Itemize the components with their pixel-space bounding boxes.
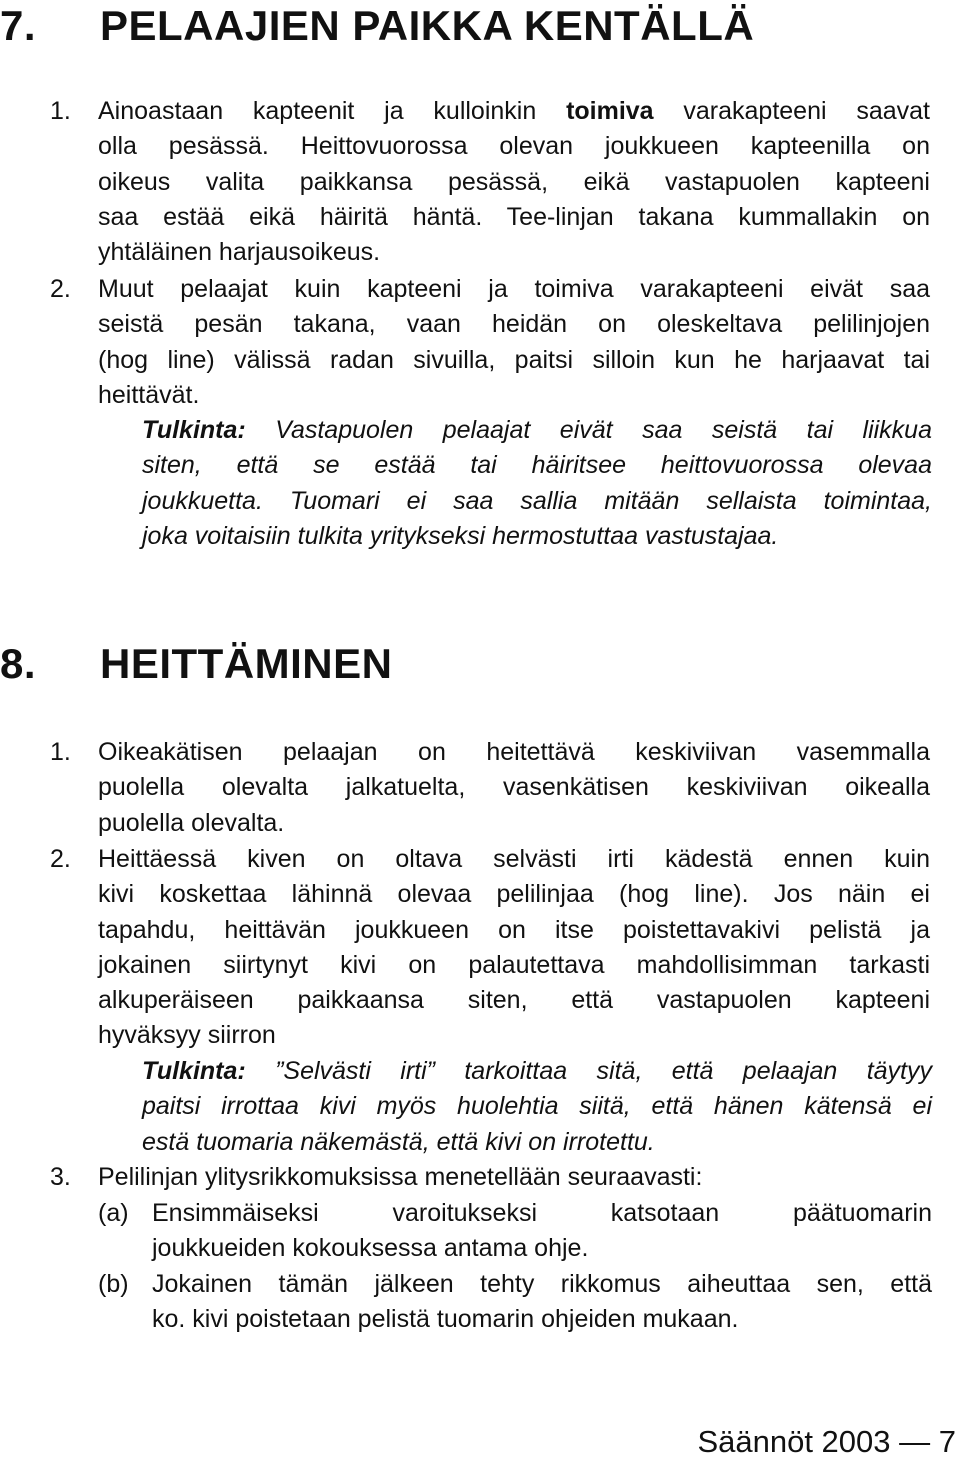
subitem-label: (b) xyxy=(98,1270,129,1298)
item-line: hyväksyy siirron xyxy=(98,1021,276,1050)
interpretation-8-2 xyxy=(142,1054,932,1160)
item-number: 1. xyxy=(50,738,71,766)
interpretation-line: estä tuomaria näkemästä, että kivi on irrotettu. xyxy=(142,1127,655,1156)
item-line: jokainen siirtynyt kivi on palautettava mahdollisimman tarkasti xyxy=(98,950,930,979)
item-line: heittävät. xyxy=(98,380,200,409)
item-line: Ainoastaan kapteenit ja kulloinkin toimiva varakapteeni saavat xyxy=(98,97,931,125)
interpretation-label: Tulkinta: xyxy=(142,416,246,444)
item-number: 1. xyxy=(50,97,71,125)
subitem-line: Ensimmäiseksi varoitukseksi katsotaan päätuomarin xyxy=(152,1199,932,1227)
item-number: 3. xyxy=(50,1163,71,1191)
item-line: tapahdu, heittävän joukkueen on itse poistettavakivi pelistä ja xyxy=(98,915,930,944)
item-line: yhtäläinen harjausoikeus. xyxy=(98,238,381,267)
item-line: kivi koskettaa lähinnä olevaa pelilinjaa (hog line). Jos näin ei xyxy=(98,880,930,909)
item-line: alkuperäiseen paikkaansa siten, että vastapuolen kapteeni xyxy=(98,986,930,1015)
item-line: Oikeakätisen pelaajan on heitettävä keskiviivan vasemmalla xyxy=(98,738,930,766)
section-heading-8 xyxy=(0,640,393,688)
subitem-line: Jokainen tämän jälkeen tehty rikkomus aiheuttaa sen, että xyxy=(152,1270,932,1298)
item-line: puolella olevalta jalkatuelta, vasenkätisen keskiviivan oikealla xyxy=(98,773,930,802)
rule-item-8-1 xyxy=(50,735,930,841)
section-title: PELAAJIEN PAIKKA KENTÄLLÄ xyxy=(100,2,755,49)
interpretation-line: joka voitaisiin tulkita yritykseksi hermostuttaa vastustajaa. xyxy=(142,521,779,550)
item-number: 2. xyxy=(50,275,71,303)
interpretation-line: Tulkinta: ”Selvästi irti” tarkoittaa sitä, että pelaajan täytyy xyxy=(142,1057,932,1085)
interpretation-line: Tulkinta: Vastapuolen pelaajat eivät saa seistä tai liikkua xyxy=(142,416,932,444)
rule-item-8-3 xyxy=(50,1160,930,1195)
item-number: 2. xyxy=(50,845,71,873)
item-line: saa estää eikä häiritä häntä. Tee-linjan takana kummallakin on xyxy=(98,202,930,231)
item-line: seistä pesän takana, vaan heidän on oleskeltava pelilinjojen xyxy=(98,310,930,339)
item-line: Muut pelaajat kuin kapteeni ja toimiva varakapteeni eivät saa xyxy=(98,275,930,303)
subitem-label: (a) xyxy=(98,1199,129,1227)
item-line: Heittäessä kiven on oltava selvästi irti kädestä ennen kuin xyxy=(98,845,930,873)
section-title: HEITTÄMINEN xyxy=(100,640,393,687)
interpretation-line: paitsi irrottaa kivi myös huolehtia siitä, että hänen kätensä ei xyxy=(142,1092,932,1121)
item-line: olla pesässä. Heittovuorossa olevan joukkueen kapteenilla on xyxy=(98,132,930,161)
subitem-a xyxy=(98,1196,932,1267)
interpretation-line: joukkuetta. Tuomari ei saa sallia mitään sellaista toimintaa, xyxy=(142,486,932,515)
subitem-b xyxy=(98,1267,932,1338)
bold-term: toimiva xyxy=(566,97,654,125)
item-line: puolella olevalta. xyxy=(98,808,285,837)
section-number: 8. xyxy=(0,640,37,687)
item-line: oikeus valita paikkansa pesässä, eikä vastapuolen kapteeni xyxy=(98,167,930,196)
interpretation-7-2 xyxy=(142,413,932,554)
interpretation-line: siten, että se estää tai häiritsee heittovuorossa olevaa xyxy=(142,451,932,480)
item-line: Pelilinjan ylitysrikkomuksissa menetellään seuraavasti: xyxy=(98,1163,703,1191)
section-heading-7 xyxy=(0,2,754,50)
rule-item-8-2 xyxy=(50,842,930,1054)
subitem-line: joukkueiden kokouksessa antama ohje. xyxy=(152,1234,589,1263)
rule-item-7-1 xyxy=(50,94,930,270)
page-footer: Säännöt 2003 — 7 xyxy=(697,1424,956,1459)
item-line: (hog line) välissä radan sivuilla, paitsi silloin kun he harjaavat tai xyxy=(98,345,930,374)
rule-item-7-2 xyxy=(50,272,930,413)
subitem-line: ko. kivi poistetaan pelistä tuomarin ohjeiden mukaan. xyxy=(152,1305,739,1334)
section-number: 7. xyxy=(0,2,37,49)
interpretation-label: Tulkinta: xyxy=(142,1057,246,1085)
